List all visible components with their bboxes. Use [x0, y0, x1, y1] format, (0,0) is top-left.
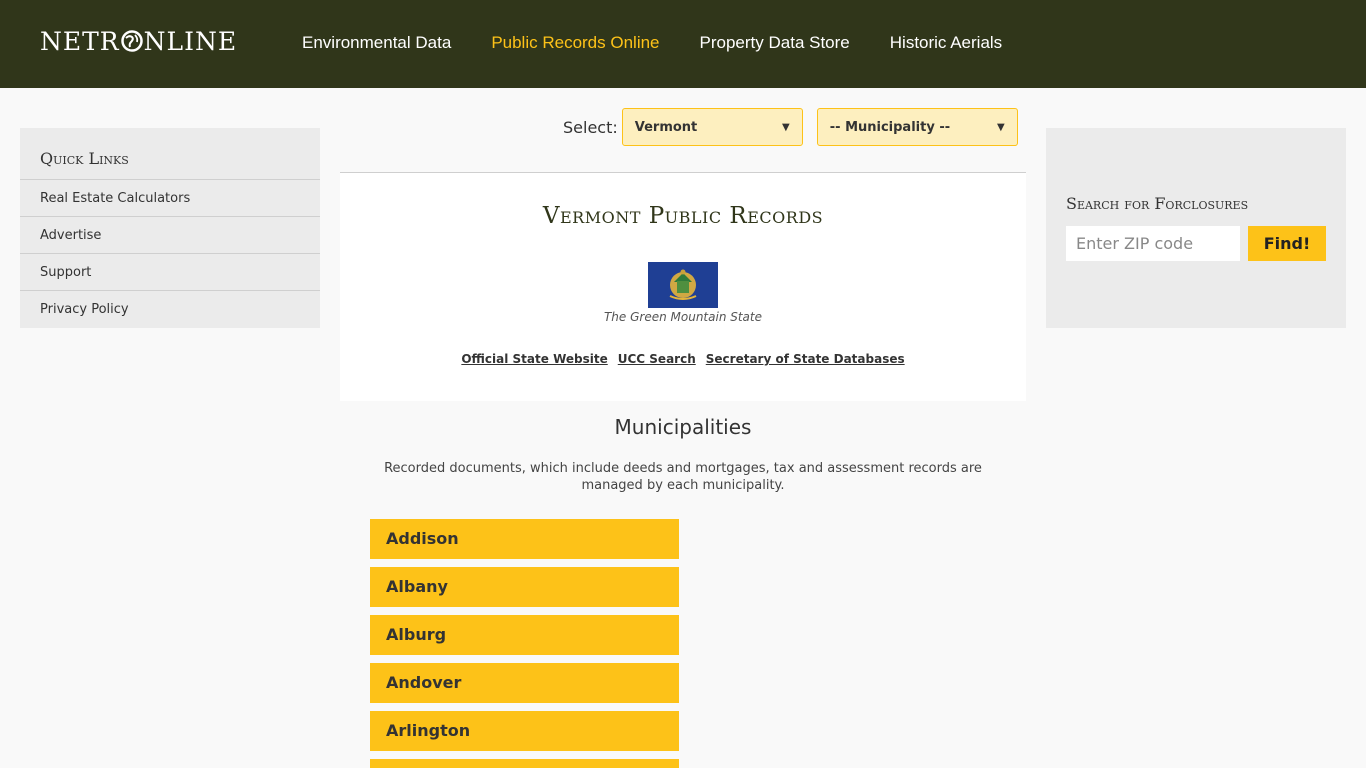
quick-link-privacy-policy[interactable]: Privacy Policy [40, 302, 129, 317]
quick-link-real-estate-calculators[interactable]: Real Estate Calculators [20, 180, 320, 217]
quick-links-panel [20, 128, 320, 328]
globe-icon [121, 30, 143, 52]
quick-link-advertise[interactable]: Advertise [20, 217, 320, 254]
foreclosure-search-panel [1046, 128, 1346, 328]
page-title: Vermont Public Records [542, 203, 824, 229]
municipalities-heading: Municipalities [614, 415, 752, 439]
municipality-arlington[interactable]: Arlington [370, 711, 679, 751]
municipality-alburg[interactable]: Alburg [370, 615, 679, 655]
logo-text-right: NLINE [143, 26, 238, 56]
state-links [340, 352, 1026, 366]
quick-link-support[interactable]: Support [20, 254, 320, 291]
municipality-next[interactable] [370, 759, 679, 768]
main-nav [302, 32, 1042, 54]
state-select-value: Vermont [634, 119, 698, 135]
nav-property-data-store[interactable]: Property Data Store [699, 33, 850, 52]
municipality-list [370, 519, 679, 768]
chevron-down-icon: ▼ [782, 121, 790, 133]
quick-links-title: Quick Links [20, 128, 320, 180]
state-motto: The Green Mountain State [603, 310, 763, 324]
municipalities-description: Recorded documents, which include deeds and mortgages, tax and assessment records are managed by each municipality. [384, 461, 982, 493]
site-logo[interactable] [40, 27, 237, 55]
select-label: Select: [563, 117, 618, 137]
find-button[interactable]: Find! [1248, 226, 1326, 261]
municipality-select[interactable] [817, 108, 1018, 146]
nav-environmental-data[interactable]: Environmental Data [302, 33, 452, 52]
chevron-down-icon: ▼ [997, 121, 1005, 133]
ucc-search-link[interactable]: UCC Search [617, 352, 696, 366]
municipality-addison[interactable]: Addison [370, 519, 679, 559]
nav-historic-aerials[interactable]: Historic Aerials [889, 33, 1003, 52]
official-state-website-link[interactable]: Official State Website [461, 352, 608, 366]
municipality-andover[interactable]: Andover [370, 663, 679, 703]
location-selector [563, 108, 1018, 146]
state-info-card [340, 172, 1026, 401]
foreclosure-search-title: Search for Forclosures [1066, 194, 1249, 213]
state-select[interactable] [622, 108, 803, 146]
secretary-of-state-databases-link[interactable]: Secretary of State Databases [705, 352, 905, 366]
municipality-albany[interactable]: Albany [370, 567, 679, 607]
site-header [0, 0, 1366, 88]
zip-code-input[interactable] [1066, 226, 1240, 261]
nav-public-records-online[interactable]: Public Records Online [491, 33, 660, 52]
municipality-select-value: -- Municipality -- [829, 119, 951, 135]
logo-text-left: NETR [40, 26, 120, 56]
vermont-flag-icon [648, 262, 718, 308]
